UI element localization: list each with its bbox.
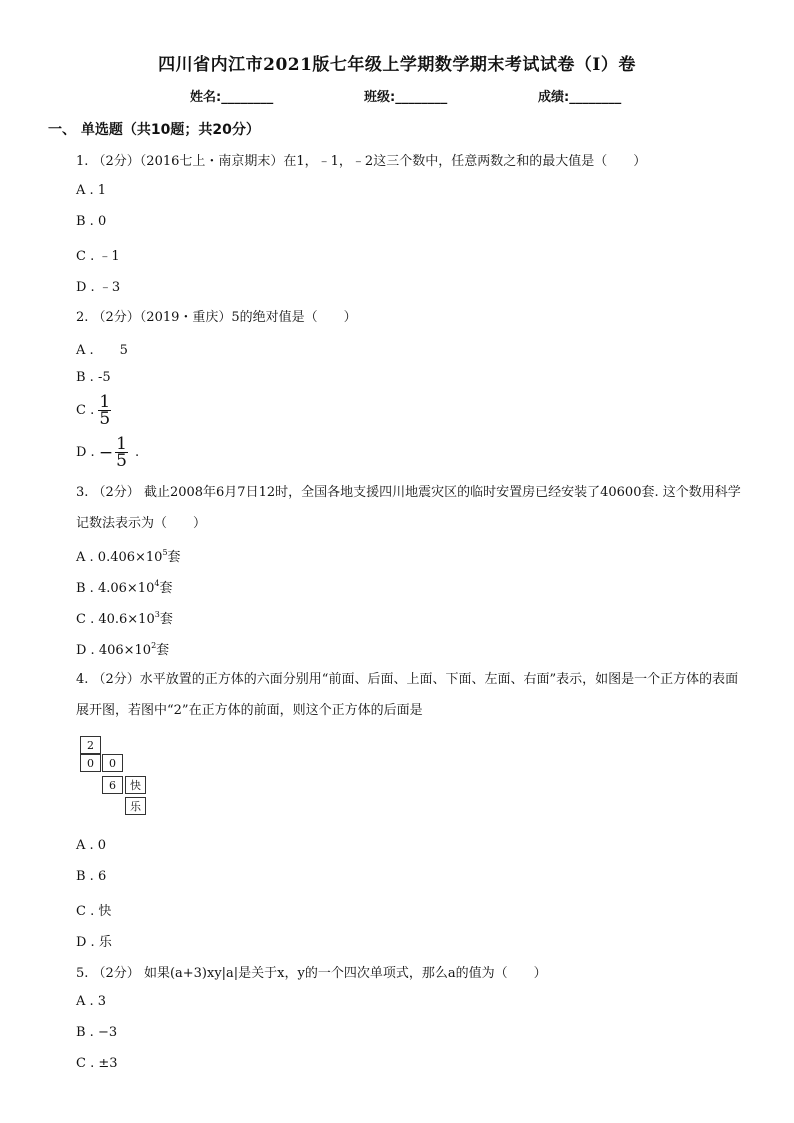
q3-option-a-mantissa: .406×10 (106, 550, 163, 565)
q2-option-c-fraction (98, 394, 111, 427)
q4-option-d: D . 乐 (76, 935, 112, 950)
net-cell: 2 (80, 736, 101, 754)
q2-option-c-label: C . (76, 403, 99, 418)
section-heading: 一、 单选题（共10题；共20分） (48, 122, 260, 138)
q3-option-c-mantissa: .6×10 (114, 612, 155, 627)
fraction-numerator: 1 (99, 392, 111, 412)
fraction-denominator: 5 (99, 409, 111, 429)
net-cell: 0 (102, 754, 123, 772)
q2-option-b: B . -5 (76, 370, 111, 385)
q3-option-d-unit: 套 (156, 643, 170, 658)
q5-option-b: B . −3 (76, 1025, 118, 1040)
q1-option-b: B . 0 (76, 214, 107, 229)
q3-option-c-unit: 套 (159, 612, 173, 627)
q2-option-c (76, 394, 111, 427)
q3-option-b (76, 577, 172, 596)
q2-option-d-period: . (135, 445, 140, 460)
question-3-stem: 3. （2分） 截止2008年6月7日12时，全国各地支援四川地震灾区的临时安置房已经安装了40600套. 这个数用科学记数法表示为（ ） (76, 485, 741, 531)
q1-option-c: C . ﹣1 (76, 249, 120, 264)
fraction-denominator: 5 (116, 451, 127, 471)
q3-option-c-label: C . 40 (76, 612, 115, 627)
q4-option-a: A . 0 (76, 838, 107, 853)
minus-sign: − (98, 442, 114, 463)
net-cell: 乐 (125, 797, 146, 815)
fraction-numerator: 1 (116, 434, 127, 454)
q3-option-b-unit: 套 (159, 581, 173, 596)
q4-option-c: C . 快 (76, 904, 112, 919)
name-field-label: 姓名:________ (190, 90, 274, 105)
q1-option-a: A . 1 (76, 183, 107, 198)
q4-option-b: B . 6 (76, 869, 107, 884)
question-4-stem: 4. （2分）水平放置的正方体的六面分别用“前面、后面、上面、下面、左面、右面”表示，如图是一个正方体的表面展开图，若图中“2”在正方体的前面，则这个正方体的后面是 (76, 672, 739, 718)
exam-title: 四川省内江市2021版七年级上学期数学期末考试试卷（I）卷 (158, 55, 636, 75)
q3-option-b-exponent: 4 (154, 579, 160, 588)
q3-option-c (76, 608, 173, 627)
q2-option-d (76, 436, 139, 469)
q3-option-d (76, 639, 169, 658)
q3-option-c-exponent: 3 (154, 610, 160, 619)
q3-option-a (76, 546, 181, 565)
net-cell: 0 (80, 754, 101, 772)
net-cell: 快 (125, 776, 146, 794)
q3-option-a-unit: 套 (167, 550, 181, 565)
question-5-stem: 5. （2分） 如果(a+3)xy|a|是关于x，y的一个四次单项式，那么a的值为（ ） (76, 966, 547, 981)
q5-option-c: C . ±3 (76, 1056, 118, 1071)
q3-option-d-mantissa: 406×10 (98, 643, 152, 658)
q2-option-a: A . 5 (76, 343, 128, 358)
q5-option-a: A . 3 (76, 994, 107, 1009)
cube-net-figure (80, 736, 150, 820)
net-cell: 6 (102, 776, 123, 794)
score-field-label: 成绩:________ (538, 90, 622, 105)
question-1-stem: 1. （2分）（2016七上・南京期末）在1，﹣1，﹣2这三个数中，任意两数之和的最大值是（ ） (76, 154, 647, 169)
q2-option-d-label: D . (76, 445, 99, 460)
q3-option-b-label: B . 4 (76, 581, 107, 596)
question-2-stem: 2. （2分）（2019・重庆）5的绝对值是（ ） (76, 310, 357, 325)
q3-option-b-mantissa: .06×10 (106, 581, 155, 596)
q3-option-a-label: A . 0 (76, 550, 107, 565)
q3-option-d-label: D . (76, 643, 99, 658)
q1-option-d: D . ﹣3 (76, 280, 121, 295)
class-field-label: 班级:________ (364, 90, 448, 105)
q3-option-d-exponent: 2 (151, 641, 157, 650)
q2-option-d-fraction (115, 436, 128, 469)
q3-option-a-exponent: 5 (162, 548, 168, 557)
